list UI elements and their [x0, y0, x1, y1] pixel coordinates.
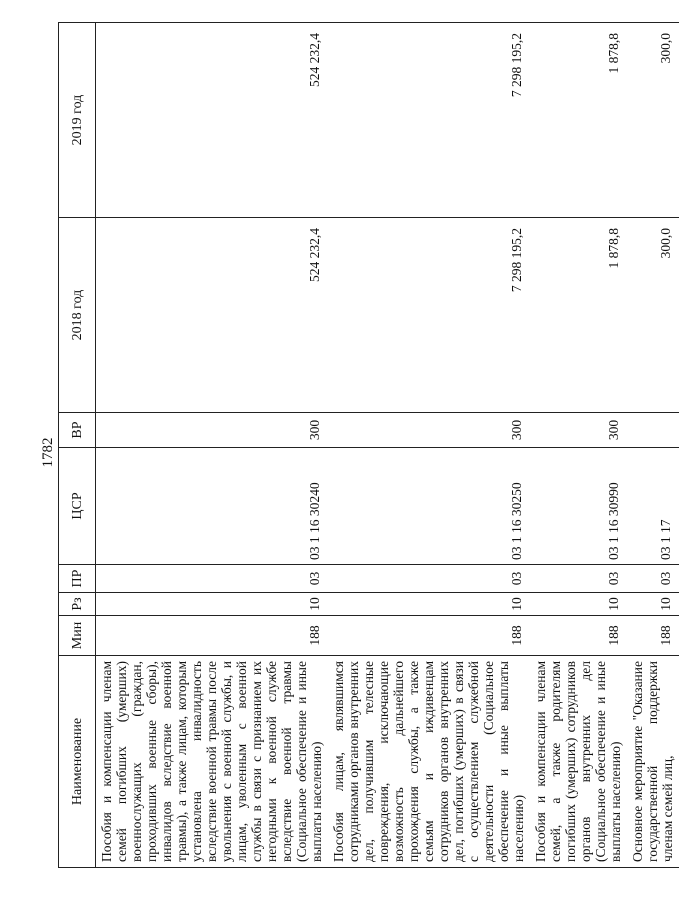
- row-rz: 10: [627, 593, 679, 616]
- row-vr: 300: [530, 413, 627, 448]
- row-min: 188: [96, 616, 329, 656]
- row-2018: 7 298 195,2: [328, 218, 530, 413]
- row-2018: 524 232,4: [96, 218, 329, 413]
- row-pr: 03: [530, 565, 627, 593]
- row-vr: 300: [328, 413, 530, 448]
- row-pr: 03: [627, 565, 679, 593]
- table-row: [328, 23, 530, 868]
- row-csr: 03 1 16 30990: [530, 448, 627, 565]
- row-2018: 300,0: [627, 218, 679, 413]
- row-vr: 300: [96, 413, 329, 448]
- row-csr: 03 1 16 30240: [96, 448, 329, 565]
- header-name: Наименование: [59, 656, 96, 868]
- header-2018: 2018 год: [59, 218, 96, 413]
- row-min: 188: [328, 616, 530, 656]
- row-min: 188: [627, 616, 679, 656]
- row-2019: 300,0: [627, 23, 679, 218]
- row-rz: 10: [96, 593, 329, 616]
- row-pr: 03: [96, 565, 329, 593]
- row-2019: 1 878,8: [530, 23, 627, 218]
- header-vr: ВР: [59, 413, 96, 448]
- header-min: Мин: [59, 616, 96, 656]
- row-csr: 03 1 17: [627, 448, 679, 565]
- row-vr: [627, 413, 679, 448]
- row-name: Пособия и компенсации членам семей, а также родителям погибших (умерших) сотрудников органов внутренних дел (Социальное обеспечение и иные выплаты населению): [530, 656, 627, 868]
- header-pr: ПР: [59, 565, 96, 593]
- table-header-row: [59, 23, 96, 868]
- header-rz: Рз: [59, 593, 96, 616]
- row-rz: 10: [328, 593, 530, 616]
- page-number: 1782: [40, 437, 56, 468]
- row-min: 188: [530, 616, 627, 656]
- row-2019: 7 298 195,2: [328, 23, 530, 218]
- budget-table: [58, 22, 679, 868]
- header-2019: 2019 год: [59, 23, 96, 218]
- row-rz: 10: [530, 593, 627, 616]
- table-row: [530, 23, 627, 868]
- table-row: [96, 23, 329, 868]
- row-name: Пособия и компенсации членам семей погибших (умерших) военнослужащих (граждан, проходивших военные сборы), инвалидов вследствие военной травмы), а также лицам, которым установлена инвалидность вследствие военной травмы после увольнения с военной службы, и лицам, уволенным с военной службы в связи с признанием их негодными к военной службе вследствие военной травмы (Социальное обеспечение и иные выплаты населению): [96, 656, 329, 868]
- table-row: [627, 23, 679, 868]
- row-name: Основное мероприятие "Оказание государственной поддержки членам семей лиц,: [627, 656, 679, 868]
- row-name: Пособия лицам, являвшимся сотрудниками органов внутренних дел, получившим телесные повреждения, исключающие возможность дальнейшего прохождения службы, а также семьям и иждивенцам сотрудников органов внутренних дел, погибших (умерших) в связи с осуществлением служебной деятельности (Социальное обеспечение и иные выплаты населению): [328, 656, 530, 868]
- row-2018: 1 878,8: [530, 218, 627, 413]
- header-csr: ЦСР: [59, 448, 96, 565]
- row-2019: 524 232,4: [96, 23, 329, 218]
- row-csr: 03 1 16 30250: [328, 448, 530, 565]
- row-pr: 03: [328, 565, 530, 593]
